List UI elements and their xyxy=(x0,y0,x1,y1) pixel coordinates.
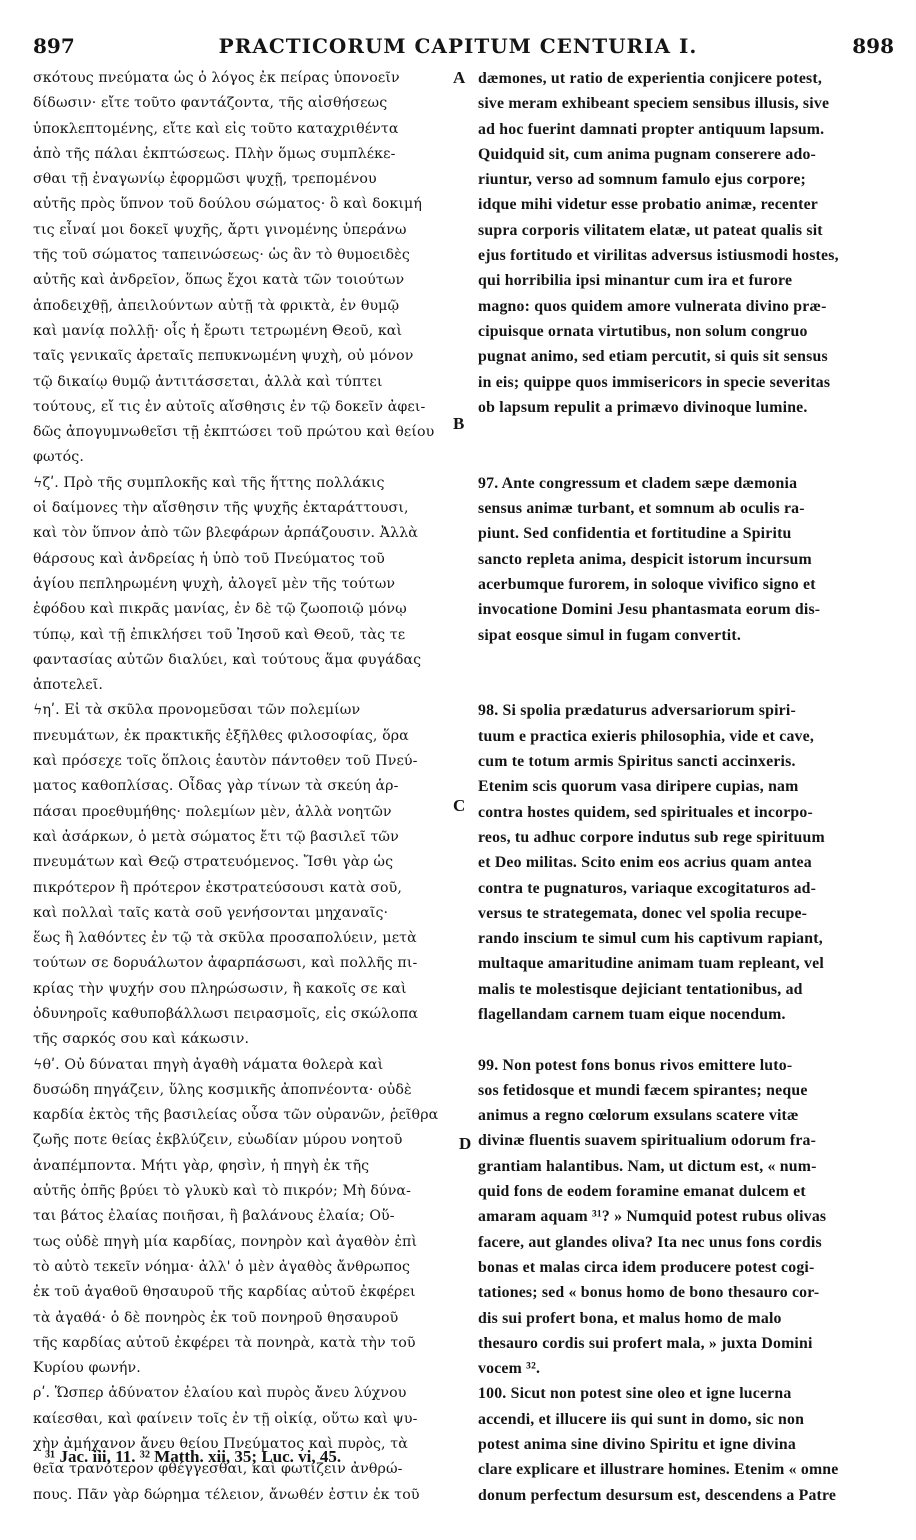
latin-line: supra corporis vilitatem elatæ, ut pateat qualis sit xyxy=(478,221,823,239)
latin-line: invocatione Domini Jesu phantasmata eorum dis- xyxy=(478,601,821,619)
latin-line: bonas et malas circa idem producere potest cogi- xyxy=(478,1258,815,1276)
greek-line: ται βάτος ἐλαίας ποιῆσαι, ἢ βαλάνους ἐλαία; Οὕ- xyxy=(33,1208,395,1225)
latin-line: qui horribilia ipsi minantur cum ira et furore xyxy=(478,272,793,290)
greek-line: τὸ αὐτὸ τεκεῖν νόημα· ἀλλ' ὁ μὲν ἀγαθὸς ἄνθρωπος xyxy=(33,1258,411,1275)
latin-line: Quidquid sit, cum anima pugnam conserere ado- xyxy=(478,145,817,163)
latin-line xyxy=(478,673,888,698)
greek-line: πους. Πᾶν γὰρ δώρημα τέλειον, ἄνωθέν ἐστιν ἐκ τοῦ xyxy=(33,1486,420,1503)
latin-line xyxy=(478,1027,888,1052)
greek-line: πικρότερον ἢ πρότερον ἐκστρατεύσουσι κατὰ σοῦ, xyxy=(33,879,402,896)
greek-line: ρʹ. Ὥσπερ ἀδύνατον ἐλαίου καὶ πυρὸς ἄνευ λύχνου xyxy=(33,1385,407,1402)
greek-line: ἕως ἢ λαθόντες ἐν τῷ τὰ σκῦλα προσαπολύειν, μετὰ xyxy=(33,930,417,947)
page-number-left: 897 xyxy=(33,34,75,58)
greek-line: πάσαι προεθυμήθης· πολεμίων μὲν, ἀλλὰ νοητῶν xyxy=(33,803,392,820)
greek-line: φωτός. xyxy=(33,449,84,466)
greek-line: χὴν ἀμήχανον ἄνευ θείου Πνεύματος καὶ πυρὸς, τὰ xyxy=(33,1436,408,1453)
latin-line: cum te totum armis Spiritus sancti accinxeris. xyxy=(478,753,796,771)
latin-line: 100. Sicut non potest sine oleo et igne lucerna xyxy=(478,1385,792,1403)
greek-line: οἱ δαίμονες τὴν αἴσθησιν τῆς ψυχῆς ἐκταράττουσι, xyxy=(33,500,409,517)
greek-line: θάρσους καὶ ἀνδρείας ἡ ὑπὸ τοῦ Πνεύματος τοῦ xyxy=(33,550,385,567)
greek-line: τῆς καρδίας αὐτοῦ ἐκφέρει τὰ πονηρὰ, κατὰ τὴν τοῦ xyxy=(33,1334,416,1351)
latin-line: idque mihi videtur esse probatio animæ, recenter xyxy=(478,196,819,214)
latin-line: ad hoc fuerint damnati propter antiquum lapsum. xyxy=(478,120,825,138)
greek-line: αὐτῆς πρὸς ὕπνον τοῦ δούλου σώματος· ὃ καὶ δοκιμή xyxy=(33,196,422,213)
latin-line: facere, aut glandes oliva? Ita nec unus fons cordis xyxy=(478,1233,822,1251)
greek-line: σθαι τῇ ἐναγωνίῳ ἐφορμῶσι ψυχῇ, τρεπομένου xyxy=(33,171,377,188)
greek-line: σκότους πνεύματα ὡς ὁ λόγος ἐκ πείρας ὑπονοεῖν xyxy=(33,70,400,86)
greek-line: τὰ ἀγαθά· ὁ δὲ πονηρὸς ἐκ τοῦ πονηροῦ θησαυροῦ xyxy=(33,1309,399,1326)
latin-line: flagellandam carnem tuam eique nocendum. xyxy=(478,1005,786,1023)
latin-line: tationes; sed « bonus homo de bono thesauro cor- xyxy=(478,1284,820,1302)
latin-line: accendi, et illucere iis qui sunt in domo, sic non xyxy=(478,1410,805,1428)
greek-line: θεῖα τρανότερον φθέγγεσθαι, καὶ φωτίζειν ἀνθρώ- xyxy=(33,1461,403,1478)
latin-line: riuntur, verso ad somnum famulo ejus corpore; xyxy=(478,171,807,189)
greek-line: ταῖς γενικαῖς ἀρεταῖς πεπυκνωμένη ψυχὴ, οὐ μόνον xyxy=(33,348,414,365)
greek-line: δίδωσιν· εἴτε τοῦτο φαντάζοντα, τῆς αἰσθήσεως xyxy=(33,95,388,112)
greek-line: δῶς ἀπογυμνωθεῖσι τῇ ἐκπτώσει τοῦ πρώτου καὶ θείου xyxy=(33,424,435,441)
greek-line: ἁγίου πεπληρωμένη ψυχὴ, ἀλογεῖ μὲν τῆς τούτων xyxy=(33,575,396,592)
page-header xyxy=(0,34,916,58)
greek-line: καὶ τὸν ὕπνον ἀπὸ τῶν βλεφάρων ἁρπάζουσιν. Ἀλλὰ xyxy=(33,525,418,542)
latin-line: tuum e practica exieris philosophia, vide et cave, xyxy=(478,727,814,745)
latin-line: ob lapsum repulit a primævo divinoque lumine. xyxy=(478,398,808,416)
greek-line: τῆς σαρκός σου καὶ κάκωσιν. xyxy=(33,1031,250,1048)
margin-marker-a: A xyxy=(453,68,466,87)
footnote-references: ³¹ Jac. iii, 11. ³² Matth. xii, 35; Luc. vi, 45. xyxy=(45,1447,342,1466)
latin-line: donum perfectum desursum est, descendens a Patre xyxy=(478,1486,837,1504)
latin-line: cipuisque ornata virtutibus, non solum congruo xyxy=(478,322,808,340)
greek-line: φαντασίας αὐτῶν διαλύει, καὶ τούτους ἅμα φυγάδας xyxy=(33,651,422,668)
page-number-right: 898 xyxy=(852,34,894,58)
greek-line: κρίας τὴν ψυχήν σου πληρώσωσιν, ἢ κακοῖς σε καὶ xyxy=(33,980,407,997)
latin-line: dis sui profert bona, et malus homo de malo xyxy=(478,1309,782,1327)
greek-line: ἀποδειχθῇ, ἀπειλούντων αὐτῇ τὰ φρικτὰ, ἐν θυμῷ xyxy=(33,297,400,314)
greek-line: τῆς τοῦ σώματος ταπεινώσεως· ὡς ἂν τὸ θυμοειδὲς xyxy=(33,247,410,264)
greek-line: ἐκ τοῦ ἀγαθοῦ θησαυροῦ τῆς καρδίας αὐτοῦ ἐκφέρει xyxy=(33,1284,416,1301)
running-title: PRACTICORUM CAPITUM CENTURIA I. xyxy=(218,34,698,58)
latin-line: divinæ fluentis suavem spiritualium odorum fra- xyxy=(478,1132,817,1150)
greek-text-column xyxy=(33,66,451,1508)
greek-line: ὑποκλεπτομένης, εἴτε καὶ εἰς τοῦτο καταχριθέντα xyxy=(33,120,399,137)
latin-line: amaram aquam ³¹? » Numquid potest rubus olivas xyxy=(478,1208,827,1226)
latin-line: sancto repleta anima, despicit istorum incursum xyxy=(478,550,812,568)
greek-line: τούτους, εἴ τις ἐν αὐτοῖς αἴσθησις ἐν τῷ δοκεῖν ἀφει- xyxy=(33,398,426,415)
latin-line: magno: quos quidem amore vulnerata divino præ- xyxy=(478,297,827,315)
greek-line: ἀναπέμποντα. Μήτι γὰρ, φησὶν, ἡ πηγὴ ἐκ τῆς xyxy=(33,1157,370,1174)
greek-line: τύπῳ, καὶ τῇ ἐπικλήσει τοῦ Ἰησοῦ καὶ Θεοῦ, τὰς τε xyxy=(33,626,406,643)
latin-line: potest anima sine divino Spiritu et igne divina xyxy=(478,1436,796,1454)
latin-line: in eis; quippe quos immisericors in specie severitas xyxy=(478,373,831,391)
latin-line: multaque amaritudine animam tuam repleant, vel xyxy=(478,955,824,973)
latin-line: sive meram exhibeant speciem sensibus illusis, sive xyxy=(478,95,830,113)
latin-line: acerbumque furorem, in soloque vivifico signo et xyxy=(478,575,816,593)
greek-line: ἐφόδου καὶ πικρᾶς μανίας, ἐν δὲ τῷ ζωοποιῷ μόνῳ xyxy=(33,601,407,618)
latin-line: rando inscium te simul cum his captivum rapiant, xyxy=(478,930,823,948)
latin-line xyxy=(478,420,888,445)
greek-line: ϟζʹ. Πρὸ τῆς συμπλοκῆς καὶ τῆς ἥττης πολλάκις xyxy=(33,474,385,491)
greek-line: ἀποτελεῖ. xyxy=(33,677,103,694)
latin-text-column xyxy=(478,66,888,1508)
greek-line: καὶ πρόσεχε τοῖς ὅπλοις ἑαυτὸν πάντοθεν τοῦ Πνεύ- xyxy=(33,753,418,770)
latin-line: 97. Ante congressum et cladem sæpe dæmonia xyxy=(478,474,798,492)
latin-line: animus a regno cœlorum exsulans scatere vitæ xyxy=(478,1107,799,1125)
greek-line: πνευμάτων καὶ Θεῷ στρατευόμενος. Ἴσθι γὰρ ὡς xyxy=(33,854,394,871)
margin-marker-d: D xyxy=(459,1134,472,1153)
latin-line: 98. Si spolia prædaturus adversariorum spiri- xyxy=(478,702,796,720)
latin-line: versus te strategemata, donec vel spolia recupe- xyxy=(478,904,808,922)
latin-line: contra hostes quidem, sed spirituales et incorpo- xyxy=(478,803,813,821)
greek-line: τούτων σε δορυάλωτον ἀφαρπάσωσι, καὶ πολλῆς πι- xyxy=(33,955,418,972)
greek-line: τῷ δικαίῳ θυμῷ ἀντιτάσσεται, ἀλλὰ καὶ τύπτει xyxy=(33,373,383,390)
latin-line: sos fetidosque et mundi fæcem spirantes; neque xyxy=(478,1081,808,1099)
latin-line: 99. Non potest fons bonus rivos emittere luto- xyxy=(478,1056,793,1074)
greek-line: τως οὐδὲ πηγὴ μία καρδίας, πονηρὸν καὶ ἀγαθὸν ἐπὶ xyxy=(33,1233,418,1250)
latin-line: piunt. Sed confidentia et fortitudine a Spiritu xyxy=(478,525,792,543)
latin-line: dæmones, ut ratio de experientia conjicere potest, xyxy=(478,70,823,87)
latin-line: reos, tu adhuc corpore indutus sub rege spirituum xyxy=(478,828,825,846)
latin-line: Etenim scis quorum vasa diripere cupias, nam xyxy=(478,778,799,796)
latin-line: contra te pugnaturos, variaque excogitaturos ad- xyxy=(478,879,817,897)
greek-line: ματος καθοπλίσας. Οἶδας γὰρ τίνων τὰ σκεύη ἁρ- xyxy=(33,778,399,795)
latin-line: quid fons de eodem foramine emanat dulcem et xyxy=(478,1183,806,1201)
latin-line xyxy=(478,445,888,470)
latin-line: thesauro cordis sui profert mala, » juxta Domini xyxy=(478,1334,813,1352)
margin-marker-b: B xyxy=(453,414,465,433)
latin-line: et Deo militas. Scito enim eos acrius quam antea xyxy=(478,854,812,872)
greek-line: καρδία ἐκτὸς τῆς βασιλείας οὖσα τῶν οὐρανῶν, ῥεῖθρα xyxy=(33,1107,439,1124)
latin-line: grantiam halantibus. Nam, ut dictum est, « num- xyxy=(478,1157,817,1175)
greek-line: αὐτῆς καὶ ἀνδρεῖον, ὅπως ἔχοι κατὰ τῶν τοιούτων xyxy=(33,272,405,289)
greek-line: αὐτῆς ὀπῆς βρύει τὸ γλυκὺ καὶ τὸ πικρόν; Μὴ δύνα- xyxy=(33,1183,411,1200)
greek-line: ϟθʹ. Οὐ δύναται πηγὴ ἀγαθὴ νάματα θολερὰ καὶ xyxy=(33,1056,384,1073)
greek-line: ἀπὸ τῆς πάλαι ἐκπτώσεως. Πλὴν ὅμως συμπλέκε- xyxy=(33,145,396,162)
latin-line: sensus animæ turbant, et somnum ab oculis ra- xyxy=(478,500,805,518)
greek-line: καὶ πολλαὶ ταῖς κατὰ σοῦ γενήσονται μηχαναῖς· xyxy=(33,904,389,921)
latin-line xyxy=(478,648,888,673)
latin-line: clare explicare et illustrare homines. Etenim « omne xyxy=(478,1461,839,1479)
latin-line: ejus fortitudo et virilitas adversus istiusmodi hostes, xyxy=(478,247,839,265)
greek-line: τις εἶναί μοι δοκεῖ ψυχῆς, ἄρτι γινομένης ὑπεράνω xyxy=(33,221,407,238)
greek-line: καὶ μανίᾳ πολλῇ· οἷς ἡ ἔρωτι τετρωμένη Θεοῦ, καὶ xyxy=(33,322,403,339)
greek-line: ὀδυνηροῖς καθυποβάλλωσι πειρασμοῖς, εἰς σκώλοπα xyxy=(33,1005,419,1022)
greek-line: πνευμάτων, ἐκ πρακτικῆς ἐξῆλθες φιλοσοφίας, ὅρα xyxy=(33,727,409,744)
latin-line: sipat eosque simul in fugam convertit. xyxy=(478,626,741,644)
latin-line: vocem ³². xyxy=(478,1360,541,1378)
greek-line: ζωῆς ποτε θείας ἐκβλύζειν, εὐωδίαν μύρου νοητοῦ xyxy=(33,1132,403,1149)
greek-line: ϟηʹ. Εἰ τὰ σκῦλα προνομεῦσαι τῶν πολεμίων xyxy=(33,702,361,719)
greek-line: καὶ ἀσάρκων, ὁ μετὰ σώματος ἔτι τῷ βασιλεῖ τῶν xyxy=(33,828,399,845)
margin-marker-c: C xyxy=(453,796,466,815)
latin-line: pugnat animo, sed etiam percutit, si quis sit sensus xyxy=(478,348,828,366)
greek-line: δυσώδη πηγάζειν, ὕλης κοσμικῆς ἀποπνέοντα· οὐδὲ xyxy=(33,1081,412,1098)
greek-line: Κυρίου φωνήν. xyxy=(33,1360,141,1377)
latin-line: malis te molestisque dejiciant tentationibus, ad xyxy=(478,980,803,998)
greek-line: καίεσθαι, καὶ φαίνειν τοῖς ἐν τῇ οἰκίᾳ, οὕτω καὶ ψυ- xyxy=(33,1410,418,1427)
